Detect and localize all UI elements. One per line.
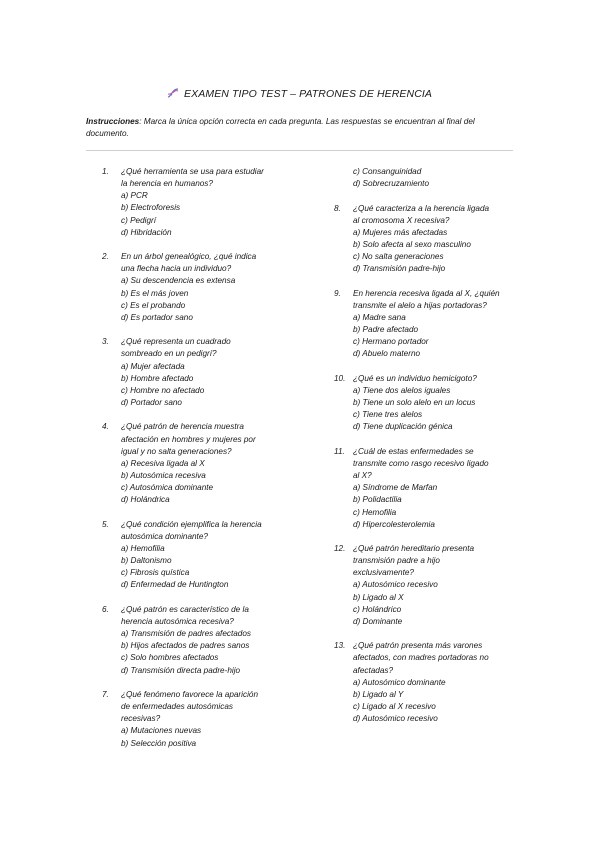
- question-text: sombreado en un pedigrí?: [121, 349, 217, 359]
- answer-option[interactable]: d) Holándrica: [121, 495, 170, 505]
- question-text: ¿Cuál de estas enfermedades se: [353, 446, 474, 456]
- question-text: ¿Qué fenómeno favorece la aparición: [121, 689, 258, 699]
- answer-option[interactable]: a) Autosómico dominante: [353, 677, 446, 687]
- question: [102, 166, 287, 239]
- question: [102, 421, 287, 506]
- answer-option[interactable]: c) Pedigrí: [121, 215, 157, 225]
- answer-option[interactable]: d) Abuelo materno: [353, 349, 421, 359]
- answer-option[interactable]: a) Autosómico recesivo: [353, 580, 438, 590]
- question-number: 10.: [334, 373, 346, 383]
- question: [334, 288, 519, 361]
- answer-option[interactable]: b) Solo afecta al sexo masculino: [353, 239, 471, 249]
- answer-option[interactable]: c) Hermano portador: [353, 337, 429, 347]
- question-continuation: [334, 166, 519, 190]
- question-text: ¿Qué condición ejemplifica la herencia: [121, 519, 262, 529]
- answer-option[interactable]: b) Polidactilia: [353, 495, 402, 505]
- answer-option[interactable]: c) Es el probando: [121, 300, 186, 310]
- question-text: afectación en hombres y mujeres por: [121, 434, 256, 444]
- instructions-label: Instrucciones: [86, 117, 140, 126]
- answer-option[interactable]: d) Hibridación: [121, 227, 172, 237]
- dna-icon: [167, 88, 182, 100]
- question-text: al X?: [353, 471, 372, 481]
- question: [334, 543, 519, 628]
- answer-option[interactable]: a) Recesiva ligada al X: [121, 458, 205, 468]
- question-text: afectados, con madres portadoras no: [353, 653, 489, 663]
- answer-option[interactable]: b) Autosómica recesiva: [121, 471, 206, 480]
- question: [102, 604, 287, 677]
- question: [334, 373, 519, 434]
- answer-option[interactable]: c) Autosómica dominante: [121, 483, 214, 493]
- answer-option[interactable]: b) Electroforesis: [121, 203, 181, 213]
- question-number: 1.: [102, 167, 109, 176]
- answer-option[interactable]: d) Transmisión directa padre-hijo: [121, 665, 241, 675]
- page-title: [0, 88, 599, 100]
- question-text: ¿Qué es un individuo hemicigoto?: [353, 373, 477, 383]
- answer-option[interactable]: a) PCR: [121, 191, 148, 201]
- question-number: 11.: [334, 446, 345, 456]
- answer-option[interactable]: c) Consanguinidad: [353, 167, 422, 176]
- title-text: EXAMEN TIPO TEST – PATRONES DE HERENCIA: [184, 88, 432, 100]
- question-number: 3.: [102, 337, 109, 347]
- answer-option[interactable]: a) Mujer afectada: [121, 361, 185, 371]
- answer-option[interactable]: a) Mujeres más afectadas: [353, 227, 448, 237]
- question: [102, 336, 287, 409]
- question-number: 8.: [334, 203, 341, 213]
- question: [334, 640, 519, 725]
- question-text: ¿Qué patrón es característico de la: [121, 604, 249, 614]
- answer-option[interactable]: d) Enfermedad de Huntington: [121, 580, 229, 590]
- answer-option[interactable]: d) Portador sano: [121, 398, 182, 408]
- question-text: igual y no salta generaciones?: [121, 446, 232, 456]
- question-text: de enfermedades autosómicas: [121, 702, 233, 712]
- answer-option[interactable]: c) No salta generaciones: [353, 252, 444, 262]
- answer-option[interactable]: c) Fibrosis quística: [121, 568, 190, 578]
- answer-option[interactable]: d) Tiene duplicación génica: [353, 422, 453, 432]
- answer-option[interactable]: c) Holándrico: [353, 604, 402, 614]
- answer-option[interactable]: b) Ligado al X: [353, 592, 404, 602]
- answer-option[interactable]: a) Síndrome de Marfan: [353, 483, 438, 493]
- answer-option[interactable]: b) Daltonismo: [121, 556, 172, 566]
- instructions-text: : Marca la única opción correcta en cada pregunta. Las respuestas se encuentran al final del documento.: [86, 117, 475, 138]
- answer-option[interactable]: c) Ligado al X recesivo: [353, 702, 436, 712]
- column-left: [102, 166, 287, 762]
- answer-option[interactable]: b) Hombre afectado: [121, 373, 194, 383]
- question-text: una flecha hacia un individuo?: [121, 264, 232, 274]
- answer-option[interactable]: c) Hemofilia: [353, 507, 397, 517]
- answer-option[interactable]: b) Tiene un solo alelo en un locus: [353, 398, 476, 408]
- question-number: 2.: [102, 252, 109, 262]
- question-number: 13.: [334, 641, 346, 651]
- answer-option[interactable]: a) Tiene dos alelos iguales: [353, 385, 451, 395]
- question: [102, 689, 287, 750]
- answer-option[interactable]: b) Ligado al Y: [353, 689, 404, 699]
- divider: [86, 150, 513, 151]
- question-text: exclusivamente?: [353, 568, 414, 578]
- question-text: transmite como rasgo recesivo ligado: [353, 458, 489, 468]
- question-number: 6.: [102, 604, 109, 614]
- question-text: recesivas?: [121, 714, 161, 724]
- answer-option[interactable]: b) Selección positiva: [121, 738, 197, 748]
- answer-option[interactable]: a) Hemofilia: [121, 543, 165, 553]
- question-text: En un árbol genealógico, ¿qué indica: [121, 252, 257, 262]
- question-number: 12.: [334, 544, 346, 553]
- question: [334, 203, 519, 276]
- question-text: ¿Qué patrón presenta más varones: [353, 641, 483, 651]
- answer-option[interactable]: c) Solo hombres afectados: [121, 653, 219, 663]
- answer-option[interactable]: b) Es el más joven: [121, 288, 189, 298]
- answer-option[interactable]: d) Transmisión padre-hijo: [353, 264, 446, 274]
- answer-option[interactable]: a) Mutaciones nuevas: [121, 726, 202, 736]
- question-text: herencia autosómica recesiva?: [121, 616, 234, 626]
- answer-option[interactable]: d) Dominante: [353, 616, 403, 626]
- question-text: ¿Qué caracteriza a la herencia ligada: [353, 203, 490, 213]
- question: [102, 519, 287, 592]
- question-text: ¿Qué patrón hereditario presenta: [353, 544, 475, 553]
- question-text: autosómica dominante?: [121, 531, 208, 541]
- question-text: ¿Qué herramienta se usa para estudiar: [121, 167, 264, 176]
- question-number: 5.: [102, 519, 109, 529]
- answer-option[interactable]: d) Sobrecruzamiento: [353, 179, 429, 189]
- question: [102, 251, 287, 324]
- question-text: En herencia recesiva ligada al X, ¿quién: [353, 288, 500, 298]
- answer-option[interactable]: b) Padre afectado: [353, 325, 419, 335]
- question-text: la herencia en humanos?: [121, 179, 213, 189]
- question-text: ¿Qué patrón de herencia muestra: [121, 422, 244, 432]
- answer-option[interactable]: a) Madre sana: [353, 312, 406, 322]
- question: [334, 446, 519, 531]
- answer-option[interactable]: a) Su descendencia es extensa: [121, 276, 236, 286]
- question-text: transmisión padre a hijo: [353, 556, 440, 566]
- question-text: afectadas?: [353, 665, 394, 675]
- answer-option[interactable]: d) Hipercolesterolemia: [353, 519, 435, 529]
- answer-option[interactable]: c) Tiene tres alelos: [353, 410, 423, 420]
- question-number: 9.: [334, 288, 341, 298]
- answer-option[interactable]: d) Es portador sano: [121, 312, 193, 322]
- question-number: 7.: [102, 689, 109, 699]
- column-right: [334, 166, 519, 738]
- question-number: 4.: [102, 422, 109, 432]
- question-text: ¿Qué representa un cuadrado: [121, 337, 231, 347]
- answer-option[interactable]: b) Hijos afectados de padres sanos: [121, 641, 250, 651]
- question-text: al cromosoma X recesiva?: [353, 215, 450, 225]
- instructions: [86, 116, 516, 140]
- question-text: transmite el alelo a hijas portadoras?: [353, 300, 487, 310]
- answer-option[interactable]: c) Hombre no afectado: [121, 385, 205, 395]
- answer-option[interactable]: a) Transmisión de padres afectados: [121, 629, 252, 639]
- answer-option[interactable]: d) Autosómico recesivo: [353, 714, 438, 724]
